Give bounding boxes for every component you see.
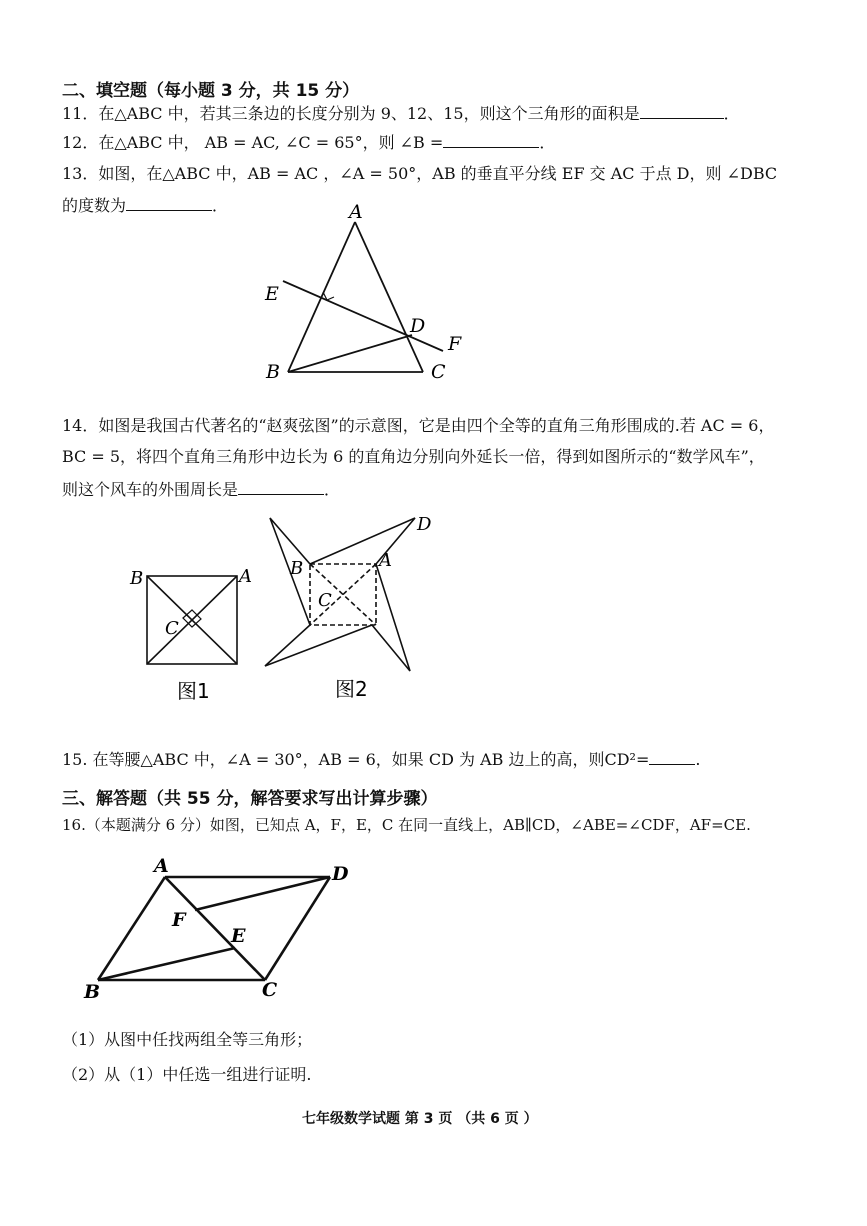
segment-cd: [265, 877, 330, 980]
section-2-title: 二、填空题（每小题 3 分，共 15 分）: [62, 81, 360, 101]
answer-blank-12[interactable]: [443, 133, 539, 148]
label-c: C: [431, 361, 446, 383]
page-footer: 七年级数学试题 第 3 页 （共 6 页 ）: [302, 1111, 538, 1127]
segment-df: [195, 877, 330, 910]
fig2-label-d: D: [417, 514, 432, 535]
question-16: 16.（本题满分 6 分）如图，已知点 A，F，E，C 在同一直线上，AB∥CD，∠ABE=∠CDF，AF=CE.: [62, 816, 751, 834]
answer-blank-13[interactable]: [126, 196, 212, 211]
question-13-line2: 的度数为 ．: [62, 196, 229, 215]
question-12: 12．在△ABC 中， AB = AC, ∠C = 65°，则 ∠B = ．: [62, 133, 556, 152]
question-14-line1: 14．如图是我国古代著名的“赵爽弦图”的示意图，它是由四个全等的直角三角形围成的.若 AC = 6，: [62, 416, 775, 435]
fig2-label-c: C: [318, 590, 332, 611]
fig2-label-b: B: [290, 558, 304, 579]
fig16-label-f: F: [172, 909, 186, 931]
question-15: 15. 在等腰△ABC 中，∠A = 30°，AB = 6，如果 CD 为 AB 边上的高，则CD²= .: [62, 750, 701, 769]
fig1-caption: 图1: [177, 679, 210, 703]
section-3-title: 三、解答题（共 55 分，解答要求写出计算步骤）: [62, 789, 438, 809]
answer-blank-11[interactable]: [640, 104, 724, 119]
figure-16: [80, 850, 370, 1010]
segment-ab: [98, 877, 165, 980]
label-f: F: [448, 333, 462, 355]
segment-bd: [288, 335, 412, 372]
question-14-line2: BC = 5，将四个直角三角形中边长为 6 的直角边分别向外延长一倍，得到如图所示的“数学风车”，: [62, 447, 765, 466]
label-e: E: [265, 283, 279, 305]
fig16-label-b: B: [84, 981, 101, 1003]
label-a: A: [349, 201, 363, 223]
fig16-label-a: A: [154, 855, 169, 877]
fig16-label-d: D: [332, 863, 349, 885]
question-14-line3: 则这个风车的外围周长是 ．: [62, 480, 341, 499]
figure-13: [255, 200, 485, 390]
figure-14-1: [125, 560, 265, 710]
fig2-label-a: A: [379, 550, 392, 571]
fig2-caption: 图2: [335, 677, 368, 701]
question-11-text: 11．在△ABC 中，若其三条边的长度分别为 9、12、15，则这个三角形的面积是: [62, 104, 640, 123]
inner-square: [183, 610, 201, 627]
fig16-label-c: C: [262, 979, 278, 1001]
label-d: D: [410, 315, 426, 337]
label-b: B: [266, 361, 280, 383]
fig1-label-a: A: [239, 566, 252, 587]
fig1-label-c: C: [165, 618, 179, 639]
fig16-label-e: E: [231, 925, 246, 947]
question-13-line1: 13．如图，在△ABC 中，AB = AC ，∠A = 50°，AB 的垂直平分线 EF 交 AC 于点 D，则 ∠DBC: [62, 164, 778, 183]
question-16-part2: （2）从（1）中任选一组进行证明.: [62, 1065, 312, 1084]
fig1-label-b: B: [130, 568, 144, 589]
segment-be: [98, 948, 235, 980]
windmill-outline: [265, 518, 415, 671]
question-16-part1: （1）从图中任找两组全等三角形；: [62, 1030, 313, 1049]
figure-14-2: [255, 508, 455, 708]
question-11: 11．在△ABC 中，若其三条边的长度分别为 9、12、15，则这个三角形的面积是 ．: [62, 104, 740, 123]
answer-blank-15[interactable]: [649, 750, 695, 765]
answer-blank-14[interactable]: [238, 480, 324, 495]
question-12-text: 12．在△ABC 中， AB = AC, ∠C = 65°，则 ∠B =: [62, 133, 444, 152]
